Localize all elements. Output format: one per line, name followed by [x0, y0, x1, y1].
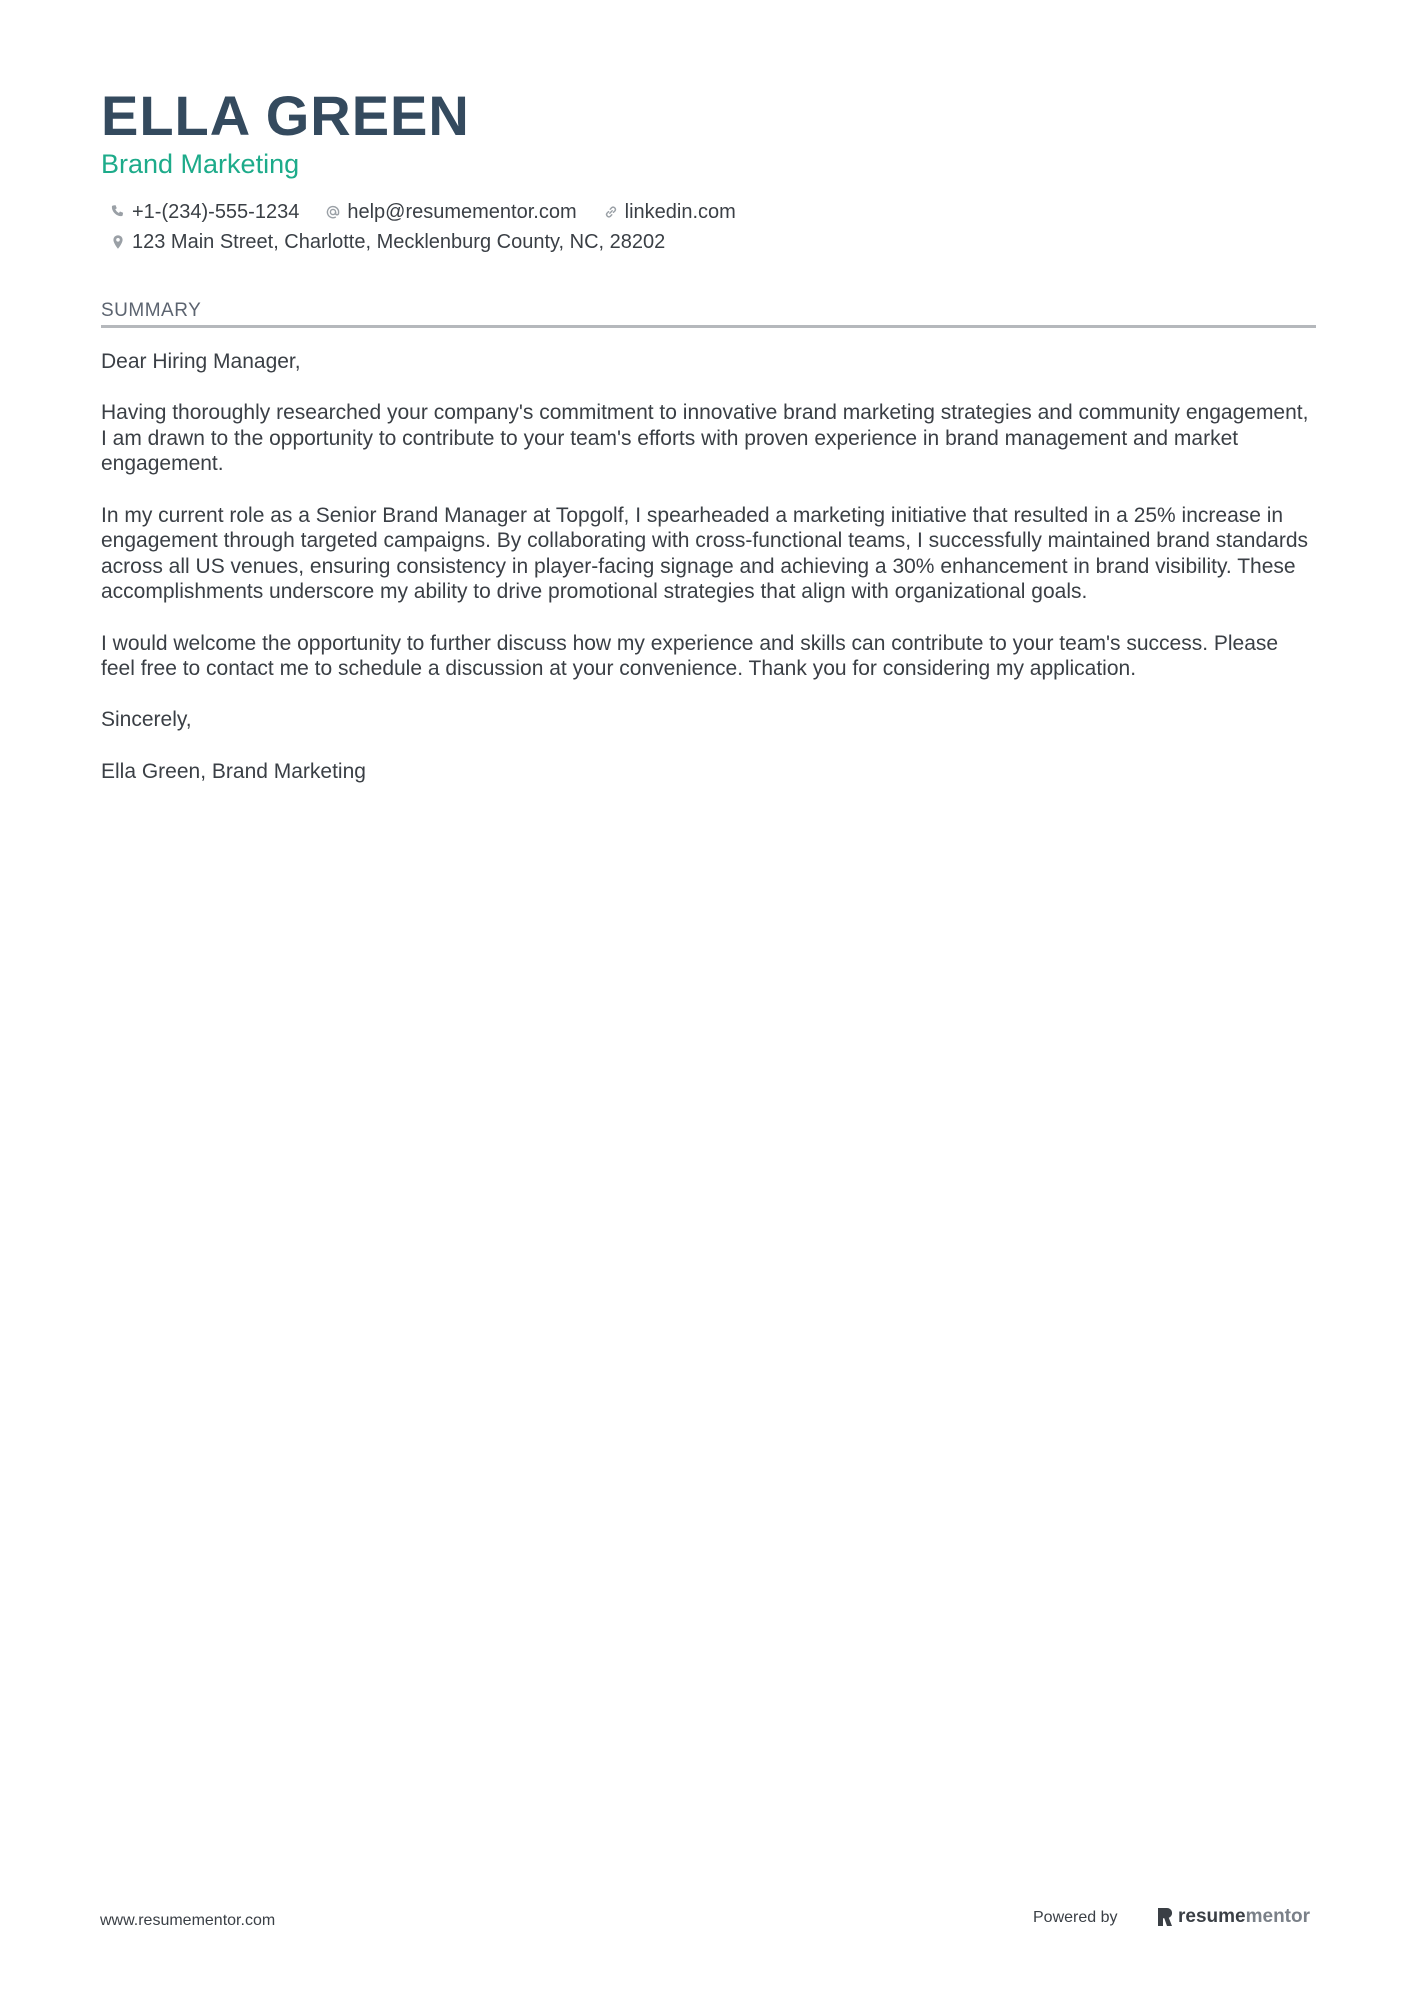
email-text[interactable]: help@resumementor.com — [347, 201, 577, 223]
contact-row-secondary — [110, 228, 691, 256]
website-text[interactable]: linkedin.com — [624, 201, 736, 223]
address-text: 123 Main Street, Charlotte, Mecklenburg County, NC, 28202 — [132, 231, 666, 253]
letter-paragraph-2: In my current role as a Senior Brand Manager at Topgolf, I spearheaded a marketing initiative that resulted in a 25% increase in engagement through targeted campaigns. By collaborating with cross-functional teams, I successfully maintained brand standards across all US venues, ensuring consistency in player-facing signage and achieving a 30% enhancement in brand visibility. These accomplishments underscore my ability to drive promotional strategies that align with organizational goals. — [101, 503, 1308, 604]
candidate-role: Brand Marketing — [101, 149, 300, 179]
summary-heading: SUMMARY — [101, 300, 202, 321]
link-icon — [603, 204, 619, 220]
powered-by-label: Powered by — [1033, 1909, 1118, 1926]
letter-paragraph-3: I would welcome the opportunity to further discuss how my experience and skills can contribute to your team's success. Please feel free to contact me to schedule a discussion at your convenience. Thank you for considering my application. — [101, 631, 1279, 681]
contact-email[interactable] — [325, 198, 576, 226]
at-icon — [325, 204, 341, 220]
resumementor-logo-icon — [1156, 1906, 1174, 1928]
letter-paragraph-1: Having thoroughly researched your company's commitment to innovative brand marketing strategies and community engagement, I am drawn to the opportunity to contribute to your team's efforts with proven experience in brand management and market engagement. — [101, 401, 1309, 476]
cover-letter-body — [101, 349, 1316, 810]
phone-icon — [110, 204, 126, 220]
location-pin-icon — [110, 234, 126, 250]
letter-greeting: Dear Hiring Manager, — [101, 350, 301, 373]
brand-name-part2: mentor — [1245, 1906, 1311, 1927]
contact-website[interactable] — [603, 198, 736, 226]
letter-signature: Ella Green, Brand Marketing — [101, 759, 366, 783]
contact-address — [110, 228, 665, 256]
contact-phone — [110, 198, 299, 226]
brand-name-part1: resume — [1178, 1906, 1246, 1927]
footer-url[interactable]: www.resumementor.com — [100, 1912, 276, 1929]
brand-logo[interactable] — [1156, 1904, 1310, 1930]
letter-closing: Sincerely, — [101, 708, 192, 732]
section-divider — [101, 325, 1316, 328]
contact-row-primary — [110, 198, 762, 226]
candidate-name: ELLA GREEN — [101, 84, 470, 147]
phone-text: +1-(234)-555-1234 — [132, 201, 300, 223]
